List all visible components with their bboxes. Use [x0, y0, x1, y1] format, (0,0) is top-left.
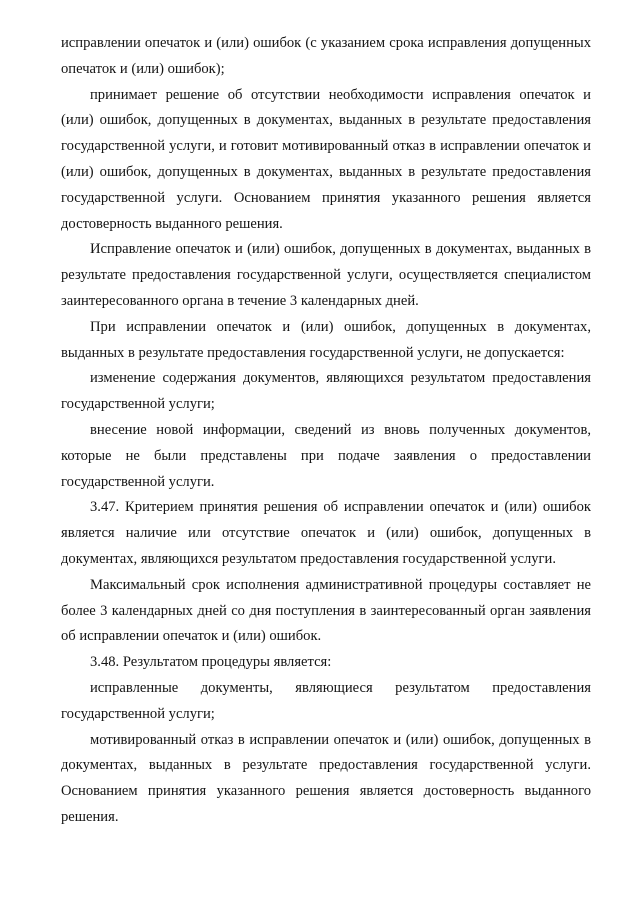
paragraph-correction-term: Исправление опечаток и (или) ошибок, допущенных в документах, выданных в результате предоставления государственной услуги, осуществляется специалистом заинтересованного органа в течение 3 календарных дней.	[61, 241, 591, 309]
paragraph-not-allowed-item-2: внесение новой информации, сведений из вновь полученных документов, которые не были представлены при подаче заявления о предоставлении государственной услуги.	[61, 421, 591, 490]
paragraph-refusal-decision: принимает решение об отсутствии необходимости исправления опечаток и (или) ошибок, допущенных в документах, выданных в результате предоставления государственной услуги, и готовит мотивированный отказ в исправлении опечаток и (или) ошибок, допущенных в документах, выданных в результате предоставления государственной услуги. Основанием принятия указанного решения является достоверность выданного решения.	[61, 86, 591, 232]
paragraph-result-item-1: исправленные документы, являющиеся результатом предоставления государственной услуги;	[61, 679, 591, 722]
paragraph-result-item-2: мотивированный отказ в исправлении опечаток и (или) ошибок, допущенных в документах, выданных в результате предоставления государственной услуги. Основанием принятия указанного решения является достоверность выданного решения.	[61, 731, 591, 825]
paragraph-not-allowed-item-1: изменение содержания документов, являющихся результатом предоставления государственной услуги;	[61, 370, 591, 413]
paragraph-section-3-47: 3.47. Критерием принятия решения об исправлении опечаток и (или) ошибок является наличие или отсутствие опечаток и (или) ошибок, допущенных в документах, являющихся результатом предоставления государственной услуги.	[61, 499, 591, 567]
paragraph-not-allowed-intro: При исправлении опечаток и (или) ошибок, допущенных в документах, выданных в результате предоставления государственной услуги, не допускается:	[61, 318, 591, 361]
paragraph-section-3-48: 3.48. Результатом процедуры является:	[90, 654, 332, 671]
paragraph-continuation: исправлении опечаток и (или) ошибок (с указанием срока исправления допущенных опечаток и (или) ошибок);	[61, 35, 591, 77]
paragraph-max-term: Максимальный срок исполнения административной процедуры составляет не более 3 календарных дней со дня поступления в заинтересованный орган заявления об исправлении опечаток и (или) ошибок.	[61, 576, 591, 645]
document-body	[61, 31, 591, 831]
